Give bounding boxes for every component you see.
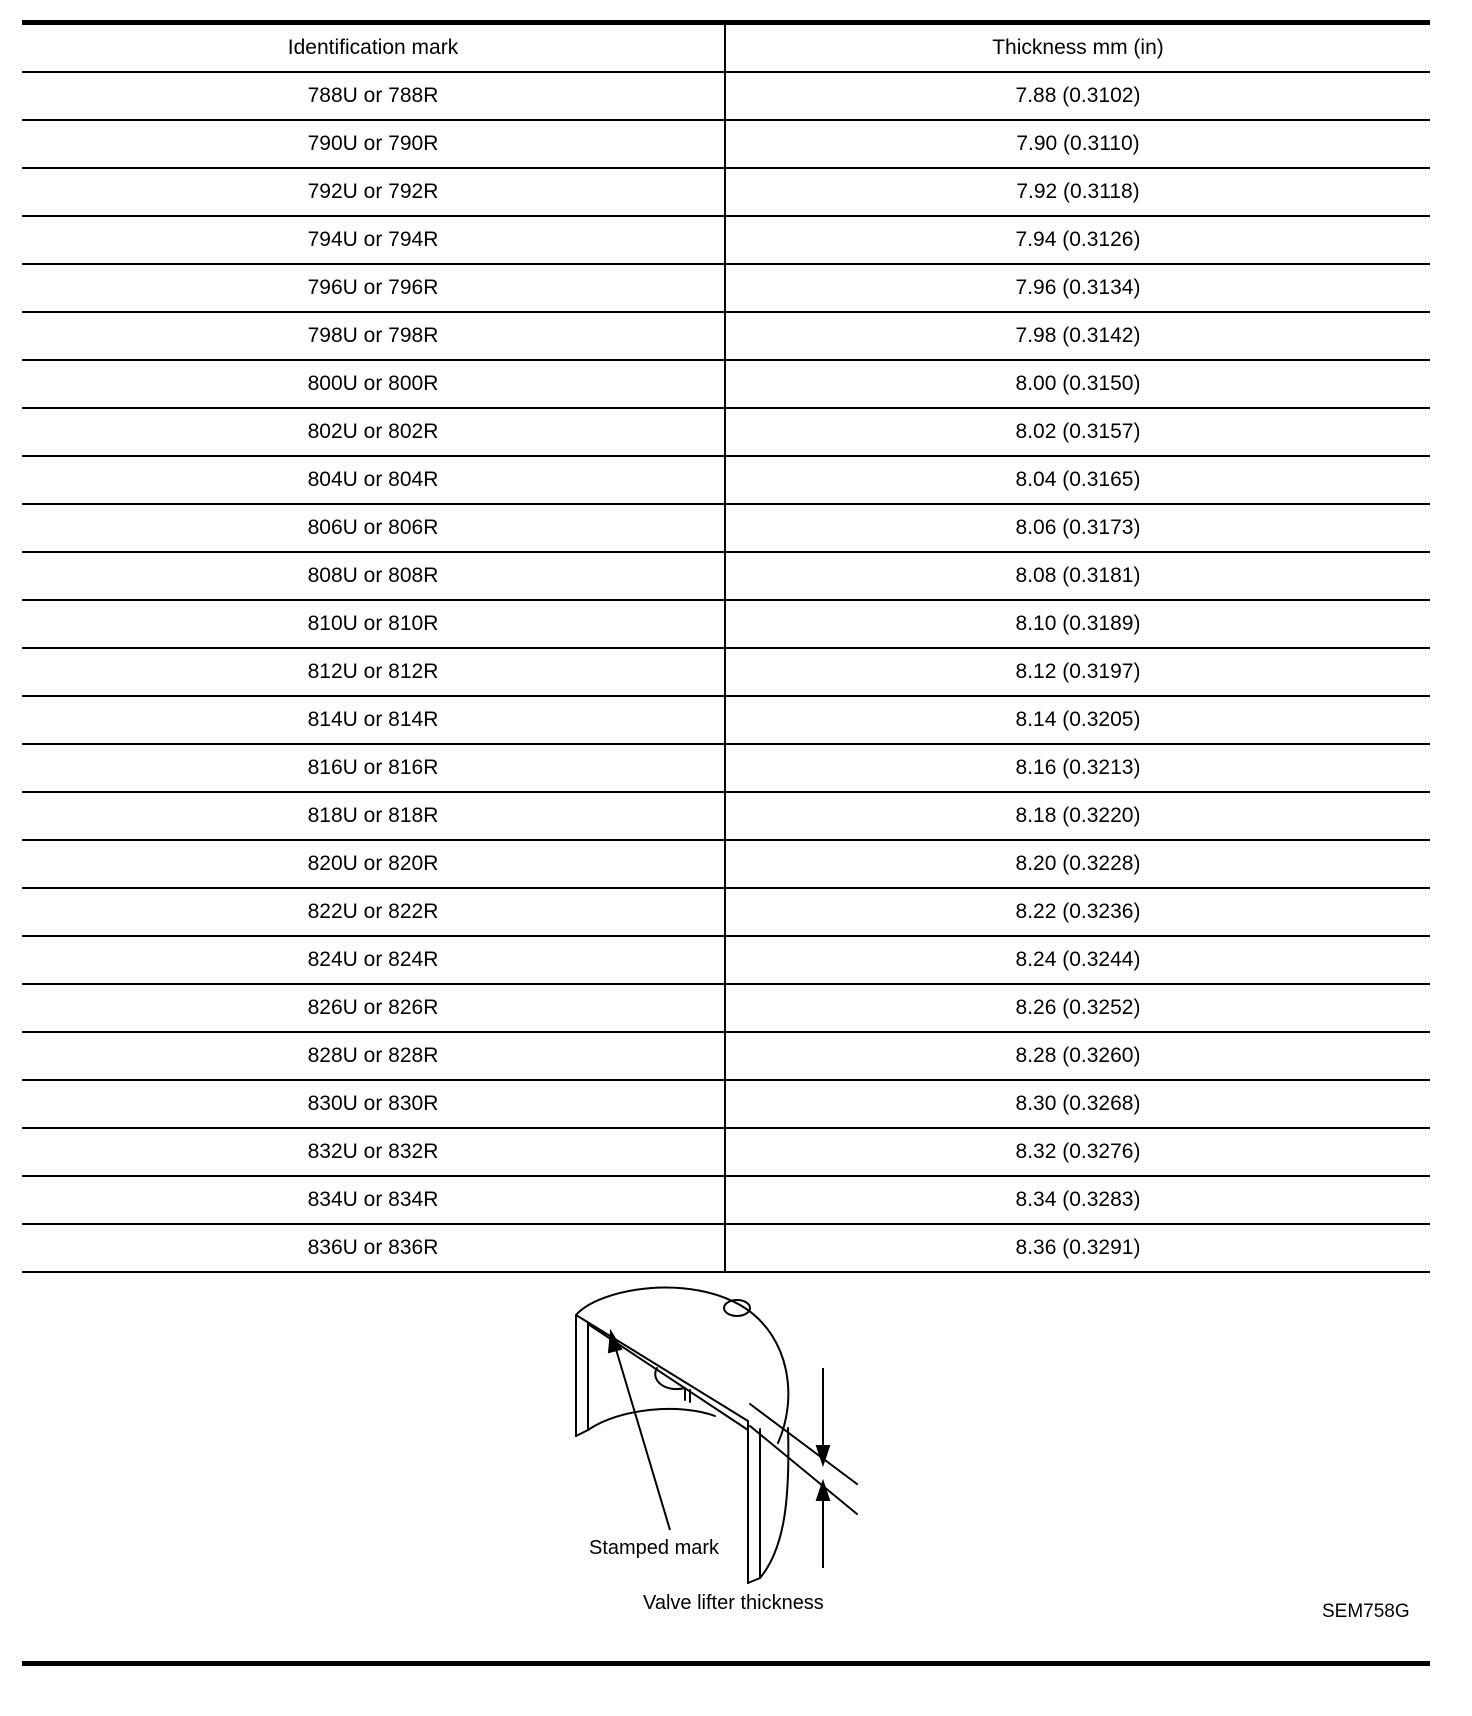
- identification-mark-cell: 816U or 816R: [22, 744, 725, 792]
- identification-mark-cell: 832U or 832R: [22, 1128, 725, 1176]
- thickness-cell: 8.10 (0.3189): [725, 600, 1430, 648]
- identification-mark-cell: 800U or 800R: [22, 360, 725, 408]
- thickness-cell: 7.92 (0.3118): [725, 168, 1430, 216]
- figure-code: SEM758G: [1322, 1601, 1410, 1622]
- stamped-mark-leader: [609, 1332, 670, 1530]
- thickness-cell: 8.28 (0.3260): [725, 1032, 1430, 1080]
- table-header-row: [22, 23, 1430, 73]
- table-row: [22, 984, 1430, 1032]
- identification-mark-cell: 790U or 790R: [22, 120, 725, 168]
- identification-mark-cell: 818U or 818R: [22, 792, 725, 840]
- identification-mark-cell: 834U or 834R: [22, 1176, 725, 1224]
- thickness-cell: 7.94 (0.3126): [725, 216, 1430, 264]
- table-row: [22, 1032, 1430, 1080]
- identification-mark-cell: 810U or 810R: [22, 600, 725, 648]
- header-thickness: Thickness mm (in): [725, 23, 1430, 73]
- thickness-dimension-arrows: [817, 1368, 829, 1568]
- table-row: [22, 264, 1430, 312]
- table-row: [22, 216, 1430, 264]
- thickness-cell: 8.26 (0.3252): [725, 984, 1430, 1032]
- identification-mark-cell: 812U or 812R: [22, 648, 725, 696]
- identification-mark-cell: 820U or 820R: [22, 840, 725, 888]
- thickness-cell: 8.20 (0.3228): [725, 840, 1430, 888]
- thickness-cell: 8.36 (0.3291): [725, 1224, 1430, 1272]
- thickness-cell: 8.32 (0.3276): [725, 1128, 1430, 1176]
- identification-mark-cell: 796U or 796R: [22, 264, 725, 312]
- thickness-cell: 8.22 (0.3236): [725, 888, 1430, 936]
- table-row: [22, 1176, 1430, 1224]
- table-row: [22, 1080, 1430, 1128]
- lifter-left-wall-bottom: [576, 1430, 588, 1436]
- lifter-cut-edge: [576, 1315, 748, 1421]
- thickness-cell: 8.08 (0.3181): [725, 552, 1430, 600]
- table-row: [22, 456, 1430, 504]
- table-row: [22, 120, 1430, 168]
- thickness-cell: 8.16 (0.3213): [725, 744, 1430, 792]
- identification-mark-cell: 806U or 806R: [22, 504, 725, 552]
- thickness-cell: 8.02 (0.3157): [725, 408, 1430, 456]
- lifter-left-wall: [576, 1315, 588, 1436]
- lifter-right-wall-bottom: [748, 1578, 760, 1583]
- identification-mark-cell: 824U or 824R: [22, 936, 725, 984]
- table-body: [22, 72, 1430, 1272]
- identification-mark-cell: 798U or 798R: [22, 312, 725, 360]
- table-row: [22, 1128, 1430, 1176]
- table-row: [22, 312, 1430, 360]
- table-row: [22, 552, 1430, 600]
- thickness-cell: 8.00 (0.3150): [725, 360, 1430, 408]
- header-identification-mark: Identification mark: [22, 23, 725, 73]
- table-row: [22, 72, 1430, 120]
- dimension-line-upper: [750, 1404, 857, 1484]
- thickness-cell: 8.30 (0.3268): [725, 1080, 1430, 1128]
- table-row: [22, 744, 1430, 792]
- lifter-outer-side: [760, 1428, 788, 1578]
- thickness-cell: 7.98 (0.3142): [725, 312, 1430, 360]
- table-row: [22, 840, 1430, 888]
- thickness-cell: 8.34 (0.3283): [725, 1176, 1430, 1224]
- table-row: [22, 504, 1430, 552]
- table-row: [22, 888, 1430, 936]
- thickness-cell: 7.88 (0.3102): [725, 72, 1430, 120]
- thickness-cell: 8.06 (0.3173): [725, 504, 1430, 552]
- identification-mark-cell: 830U or 830R: [22, 1080, 725, 1128]
- valve-lifter-illustration: [560, 1268, 890, 1628]
- identification-mark-cell: 804U or 804R: [22, 456, 725, 504]
- table-row: [22, 696, 1430, 744]
- table-row: [22, 648, 1430, 696]
- identification-mark-cell: 792U or 792R: [22, 168, 725, 216]
- identification-mark-cell: 794U or 794R: [22, 216, 725, 264]
- identification-mark-cell: 808U or 808R: [22, 552, 725, 600]
- thickness-cell: 7.90 (0.3110): [725, 120, 1430, 168]
- identification-mark-cell: 828U or 828R: [22, 1032, 725, 1080]
- identification-mark-cell: 788U or 788R: [22, 72, 725, 120]
- identification-mark-cell: 836U or 836R: [22, 1224, 725, 1272]
- table-row: [22, 408, 1430, 456]
- identification-mark-cell: 814U or 814R: [22, 696, 725, 744]
- thickness-cell: 8.24 (0.3244): [725, 936, 1430, 984]
- thickness-cell: 8.04 (0.3165): [725, 456, 1430, 504]
- lifter-right-wall: [748, 1421, 760, 1583]
- bottom-rule: [22, 1661, 1430, 1666]
- thickness-cell: 8.18 (0.3220): [725, 792, 1430, 840]
- thickness-cell: 8.14 (0.3205): [725, 696, 1430, 744]
- thickness-cell: 8.12 (0.3197): [725, 648, 1430, 696]
- identification-mark-cell: 826U or 826R: [22, 984, 725, 1032]
- thickness-cell: 7.96 (0.3134): [725, 264, 1430, 312]
- table-row: [22, 936, 1430, 984]
- table-row: [22, 1224, 1430, 1272]
- table-row: [22, 792, 1430, 840]
- identification-mark-cell: 802U or 802R: [22, 408, 725, 456]
- lifter-inner-curve: [588, 1409, 715, 1430]
- valve-lifter-thickness-label: Valve lifter thickness: [643, 1592, 824, 1614]
- stamped-mark-label: Stamped mark: [589, 1537, 720, 1559]
- valve-lifter-thickness-table: [22, 20, 1430, 1273]
- table-row: [22, 360, 1430, 408]
- identification-mark-cell: 822U or 822R: [22, 888, 725, 936]
- table-row: [22, 600, 1430, 648]
- valve-lifter-diagram: [560, 1268, 890, 1628]
- table-row: [22, 168, 1430, 216]
- dimension-line-lower: [750, 1426, 857, 1514]
